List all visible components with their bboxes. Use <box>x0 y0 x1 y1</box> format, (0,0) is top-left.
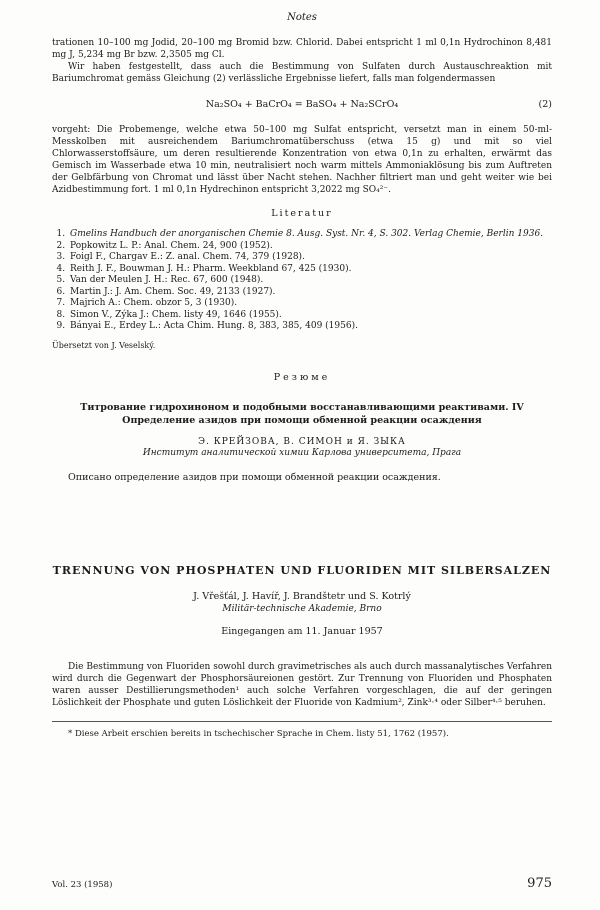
running-header: Notes <box>287 12 317 23</box>
page-number: 975 <box>527 876 552 891</box>
reference-item: 9. Bányai E., Erdey L.: Acta Chim. Hung. 8, 383, 385, 409 (1956). <box>68 321 552 333</box>
page-content <box>52 12 552 740</box>
reference-item: 3. Foigl F., Chargav E.: Z. anal. Chem. 74, 379 (1928). <box>68 252 552 264</box>
reference-item: 5. Van der Meulen J. H.: Rec. 67, 600 (1948). <box>68 275 552 287</box>
reference-item: 4. Reith J. F., Bouwman J. H.: Pharm. Weekbland 67, 425 (1930). <box>68 264 552 276</box>
article-institute: Militär-technische Akademie, Brno <box>222 603 382 614</box>
resume-authors: Э. КРЕЙЗОВА, В. СИМОН и Я. ЗЫКА <box>198 436 406 447</box>
paragraph-1: trationen 10–100 mg Jodid, 20–100 mg Bromid bzw. Chlorid. Dabei entspricht 1 ml 0,1n Hydrochinon 8,481 mg J, 5,234 mg Br bzw. 2,3505 mg Cl. <box>52 38 552 60</box>
footnote-divider <box>52 721 552 722</box>
page-footer <box>52 876 552 891</box>
equation-text: Na₂SO₄ + BaCrO₄ = BaSO₄ + Na₂SCrO₄ <box>205 99 399 110</box>
resume-title-line-1: Титрование гидрохиноном и подобными восстанавливающими реактивами. IV <box>80 401 524 413</box>
article-body: Die Bestimmung von Fluoriden sowohl durch gravimetrisches als auch durch massanalytisches Verfahren wird durch die Gegenwart der Phosphorsäureionen gestört. Zur Trennung von Fluoriden und Phosphaten waren ausser Destillierungsmethoden¹ auch solche Verfahren vorgeschlagen, die auf der geringen Löslichkeit der Phosphate und guten Löslichkeit der Fluoride von Kadmium², Zink³·⁴ oder Silber⁴·⁵ beruhen. <box>52 661 552 708</box>
reference-item: 7. Majrich A.: Chem. obzor 5, 3 (1930). <box>68 298 552 310</box>
paragraph-3: vorgeht: Die Probemenge, welche etwa 50–100 mg Sulfat entspricht, versetzt man in einem 50-ml-Messkolben mit ausreichendem Bariumchromatüberschuss (etwa 15 g) und mit so viel Chlorwasserstoffsäure, um deren resultierende Konzentration von etwa 0,1n zu erhalten, erwärmt das Gemisch im Wasserbade etwa 10 min, neutralisiert noch warm mittels Ammoniaklösung bis zum Auftreten der Gelbfärbung von Chromat und lässt über Nacht stehen. Nachher filtriert man und geht weiter wie bei Azidbestimmung fort. 1 ml 0,1n Hydrechinon entspricht 3,2022 mg SO₄²⁻. <box>52 125 552 195</box>
resume-title-line-2: Определение азидов при помощи обменной реакции осаждения <box>122 414 482 426</box>
received-date: Eingegangen am 11. Januar 1957 <box>221 625 383 637</box>
footnote: * Diese Arbeit erschien bereits in tschechischer Sprache in Chem. listy 51, 1762 (1957). <box>68 728 449 739</box>
resume-institute: Институт аналитической химии Карлова университета, Прага <box>142 447 462 458</box>
article-title: TRENNUNG VON PHOSPHATEN UND FLUORIDEN MIT SILBERSALZEN <box>52 563 552 577</box>
reference-item: 6. Martin J.: J. Am. Chem. Soc. 49, 2133 (1927). <box>68 287 552 299</box>
translator-credit: Übersetzt von J. Veselský. <box>52 340 156 350</box>
reference-item: 8. Simon V., Zýka J.: Chem. listy 49, 1646 (1955). <box>68 310 552 322</box>
volume-info: Vol. 23 (1958) <box>52 880 113 890</box>
resume-heading: Резюме <box>273 371 331 383</box>
reference-item: 2. Popkowitz L. P.: Anal. Chem. 24, 900 (1952). <box>68 241 552 253</box>
equation <box>52 99 552 110</box>
reference-item: 1. Gmelins Handbuch der anorganischen Chemie 8. Ausg. Syst. Nr. 4, S. 302. Verlag Chemie, Berlin 1936. <box>68 229 552 241</box>
reference-list <box>52 229 552 333</box>
literatur-heading: Literatur <box>271 208 333 219</box>
resume-text: Описано определение азидов при помощи обменной реакции осаждения. <box>68 471 441 483</box>
article-authors: J. Vřešťál, J. Havíř, J. Brandštetr und S. Kotrlý <box>193 590 411 602</box>
paragraph-2: Wir haben festgestellt, dass auch die Bestimmung von Sulfaten durch Austauschreaktion mit Bariumchromat gemäss Gleichung (2) verlässliche Ergebnisse liefert, falls man folgendermassen <box>52 62 552 84</box>
equation-number: (2) <box>538 99 552 110</box>
